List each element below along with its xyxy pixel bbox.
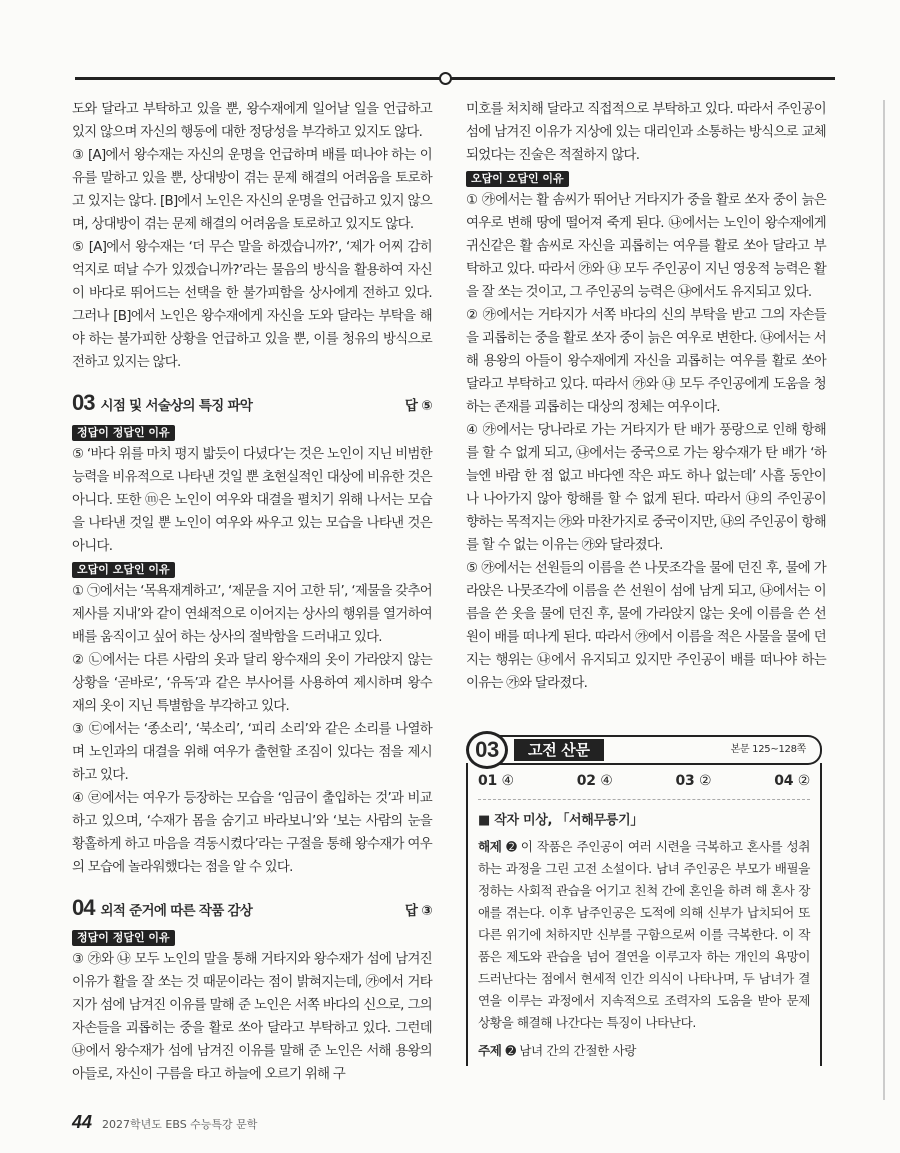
header-rule [75, 77, 835, 80]
paragraph: ⑤ ㉮에서는 선원들의 이름을 쓴 나뭇조각을 물에 던진 후, 물에 가라앉은 나뭇조각에 이름을 쓴 선원이 섬에 남게 되고, ㉯에서는 이름을 쓴 옷을 물에 던진 후, 물에 가라앉지 않는 옷에 이름을 쓴 선원이 배를 떠나게 된다. 따라서 ㉮에서 이름을 적은 사물을 물에 던지는 행위는 ㉯에서 유지되고 있지만 주인공이 배를 떠나야 하는 이유는 ㉮와 달라졌다. [466, 561, 826, 691]
paragraph: ③ ㉢에서는 ‘종소리’, ‘북소리’, ‘피리 소리’와 같은 소리를 나열하며 노인과의 대결을 위해 여우가 출현할 조짐이 있다는 점을 제시하고 있다. [72, 722, 432, 783]
answer-list [478, 771, 810, 800]
wrong-reason-tag: 오답이 오답인 이유 [72, 562, 175, 578]
page-reference: 본문 125~128쪽 [730, 744, 806, 755]
theme-paragraph [478, 1040, 810, 1062]
theme-text: 남녀 간의 간절한 사랑 [519, 1043, 636, 1058]
right-column [466, 98, 826, 1066]
answer-item [577, 771, 613, 791]
box-body [466, 763, 822, 1066]
question-number: 03 [72, 390, 95, 415]
unit-title: 고전 산문 [514, 739, 604, 761]
haeje-paragraph [478, 836, 810, 1034]
paragraph: ① ㉮에서는 활 솜씨가 뛰어난 거타지가 중을 활로 쏘자 중이 늙은 여우로 변해 땅에 떨어져 죽게 된다. ㉯에서는 노인이 왕수재에게 귀신같은 활 솜씨로 자신을 괴롭히는 여우를 활로 쏘아 달라고 부탁하고 있다. 따라서 ㉮와 ㉯ 모두 주인공이 지닌 영웅적 능력은 활을 잘 쏘는 것이고, 그 주인공의 능력은 ㉯에서도 유지되고 있다. [466, 193, 826, 300]
page-edge [883, 100, 885, 1100]
correct-reason-tag: 정답이 정답인 이유 [72, 425, 175, 441]
haeje-text: 이 작품은 주인공이 여러 시련을 극복하고 혼사를 성취하는 과정을 그린 고전 소설이다. 남녀 주인공은 부모가 배필을 정하는 사회적 관습을 어기고 친척 간에 혼인을 하려 해 혼사 장애를 겪는다. 이후 남주인공은 도적에 의해 신부가 납치되어 또 다른 위기에 처하지만 신부를 구함으로써 이를 극복한다. 이 작품은 제도와 관습을 넘어 결연을 이루고자 하는 개인의 욕망이 드러난다는 점에서 현세적 인간 의식이 나타나며, 두 남녀가 결연을 이루는 과정에서 지속적으로 조력자의 도움을 받아 문제 상황을 해결해 나간다는 특징이 나타난다. [478, 839, 810, 1030]
paragraph: 미호를 처치해 달라고 직접적으로 부탁하고 있다. 따라서 주인공이 섬에 남겨진 이유가 지상에 있는 대리인과 소통하는 방식으로 교체되었다는 진술은 적절하지 않다. [466, 102, 826, 163]
question-3-header [72, 390, 432, 419]
answer-choice: ② [797, 773, 810, 789]
haeje-label: 해제 ➋ [478, 839, 517, 854]
paragraph: ④ ㉣에서는 여우가 등장하는 모습을 ‘임금이 출입하는 것’과 비교하고 있으며, ‘수재가 몸을 숨기고 바라보니’와 ‘보는 사람의 눈을 황홀하게 하고 마음을 격동시켰다’라는 구절을 통해 왕수재가 여우의 모습에 놀라워했다는 점을 알 수 있다. [72, 791, 432, 875]
box-header [475, 735, 822, 765]
answer-summary-box [466, 735, 822, 1066]
answer-choice: ④ [600, 773, 613, 789]
paragraph: ③ ㉮와 ㉯ 모두 노인의 말을 통해 거타지와 왕수재가 섬에 남겨진 이유가 활을 잘 쏘는 것 때문이라는 점이 밝혀지는데, ㉮에서 거타지가 섬에 남겨진 이유를 말해 준 노인은 서쪽 바다의 신으로, 그의 자손들을 괴롭히는 중을 활로 쏘아 달라고 부탁하고 있다. 그런데 ㉯에서 왕수재가 섬에 남겨진 이유를 말해 준 노인은 서해 용왕의 아들로, 자신이 구름을 타고 하늘에 오르기 위해 구 [72, 952, 432, 1082]
paragraph: ⑤ [A]에서 왕수재는 ‘더 무슨 말을 하겠습니까?’, ‘제가 어찌 감히 억지로 떠날 수가 있겠습니까?’라는 물음의 방식을 활용하여 자신이 바다로 뛰어드는 선택을 한 불가피함을 상사에게 전하고 있다. 그러나 [B]에서 노인은 왕수재에게 자신을 도와 달라는 부탁을 해야 하는 불가피한 상황을 언급하고 있을 뿐, 이를 청유의 방식으로 전하고 있지는 않다. [72, 240, 432, 370]
question-answer: 답 ③ [404, 903, 432, 919]
question-number: 04 [72, 895, 95, 920]
paragraph: 도와 달라고 부탁하고 있을 뿐, 왕수재에게 일어날 일을 언급하고 있지 않으며 자신의 행동에 대한 정당성을 부각하고 있지도 않다. [72, 102, 432, 140]
question-answer: 답 ⑤ [404, 398, 432, 414]
question-4-header [72, 895, 432, 924]
page-number: 44 [72, 1112, 93, 1132]
header-rule-dot [439, 72, 452, 85]
answer-choice: ② [698, 773, 712, 789]
answer-item [478, 771, 514, 791]
unit-number: 03 [466, 731, 508, 769]
answer-question: 04 [774, 773, 794, 789]
theme-label: 주제 ➋ [478, 1043, 516, 1058]
answer-question: 02 [576, 773, 596, 789]
question-title: 시점 및 서술상의 특징 파악 [100, 398, 253, 414]
answer-question: 03 [675, 773, 695, 789]
answer-question: 01 [478, 773, 497, 789]
book-title: 2027학년도 EBS 수능특강 문학 [102, 1118, 258, 1131]
correct-reason-tag: 정답이 정답인 이유 [72, 930, 175, 946]
answer-choice: ④ [501, 773, 514, 789]
page-footer [72, 1112, 432, 1135]
question-title: 외적 준거에 따른 작품 감상 [100, 903, 253, 919]
answer-item [676, 771, 712, 791]
paragraph: ⑤ ‘바다 위를 마치 평지 밟듯이 다녔다’는 것은 노인이 지닌 비범한 능력을 비유적으로 나타낸 것일 뿐 초현실적인 대상에 비유한 것은 아니다. 또한 ⓜ은 노인이 여우와 대결을 펼치기 위해 나서는 모습을 나타낸 것일 뿐 노인이 여우와 싸우고 있는 모습을 나타낸 것은 아니다. [72, 447, 432, 554]
paragraph: ④ ㉮에서는 당나라로 가는 거타지가 탄 배가 풍랑으로 인해 항해를 할 수 없게 되고, ㉯에서는 중국으로 가는 왕수재가 탄 배가 ‘하늘엔 바람 한 점 없고 바다엔 작은 파도 하나 없는데’ 사흘 동안이나 나아가지 않아 항해를 할 수 없게 된다. 따라서 ㉯의 주인공이 향하는 목적지는 ㉮와 마찬가지로 중국이지만, ㉯의 주인공이 항해를 할 수 없는 이유는 ㉮와 달라졌다. [466, 423, 826, 553]
left-column [72, 98, 432, 1135]
work-title: ■ 작자 미상, 「서해무릉기」 [478, 813, 644, 828]
paragraph: ② ㉮에서는 거타지가 서쪽 바다의 신의 부탁을 받고 그의 자손들을 괴롭히는 중을 활로 쏘자 중이 늙은 여우로 변한다. ㉯에서는 서해 용왕의 아들이 왕수재에게 자신을 괴롭히는 여우를 활로 쏘아 달라고 부탁하고 있다. 따라서 ㉮와 ㉯ 모두 주인공에게 도움을 청하는 존재를 괴롭히는 대상의 정체는 여우이다. [466, 308, 826, 415]
answer-item [774, 771, 810, 791]
paragraph: ② ㉡에서는 다른 사람의 옷과 달리 왕수재의 옷이 가라앉지 않는 상황을 ‘곧바로’, ‘유독’과 같은 부사어를 사용하여 제시하며 왕수재의 옷이 지닌 특별함을 부각하고 있다. [72, 653, 432, 714]
paragraph: ① ㉠에서는 ‘목욕재계하고’, ‘제문을 지어 고한 뒤’, ‘제물을 갖추어 제사를 지내’와 같이 연쇄적으로 이어지는 상사의 행위를 열거하여 배를 움직이고 싶어 하는 상사의 절박함을 드러내고 있다. [72, 584, 432, 645]
paragraph: ③ [A]에서 왕수재는 자신의 운명을 언급하며 배를 떠나야 하는 이유를 말하고 있을 뿐, 상대방이 겪는 문제 해결의 어려움을 토로하고 있지는 않다. [B]에서 노인은 자신의 운명을 언급하고 있지 않으며, 상대방이 겪는 문제 해결의 어려움을 토로하고 있지도 않다. [72, 148, 432, 232]
wrong-reason-tag: 오답이 오답인 이유 [466, 171, 569, 187]
